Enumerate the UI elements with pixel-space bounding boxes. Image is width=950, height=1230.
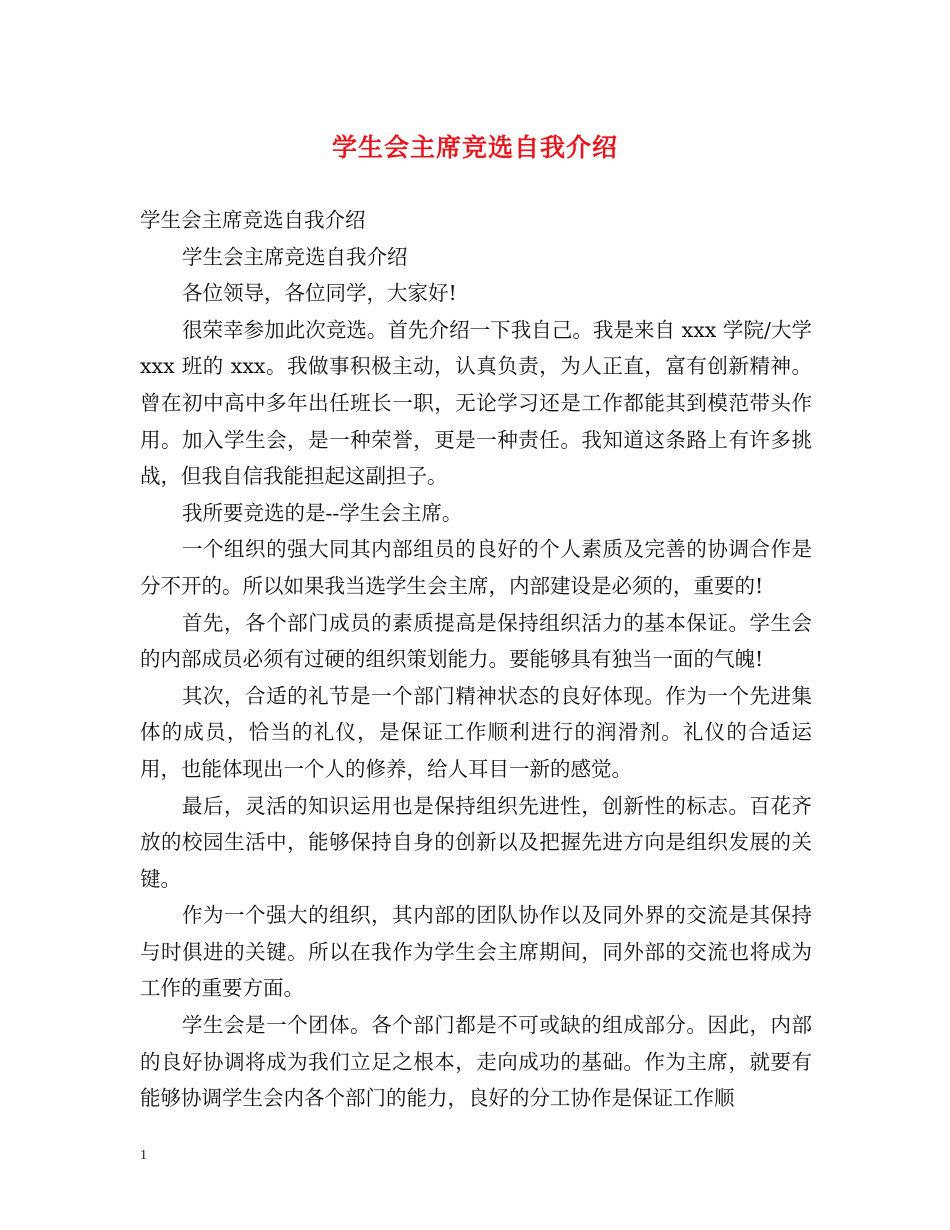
- document-body: [140, 202, 812, 1117]
- paragraph-second-point: 其次，合适的礼节是一个部门精神状态的良好体现。作为一个先进集体的成员，恰当的礼仪，是保证工作顺利进行的润滑剂。礼仪的合适运用，也能体现出一个人的修养，给人耳目一新的感觉。: [140, 683, 812, 781]
- paragraph-heading: 学生会主席竞选自我介绍: [140, 208, 366, 232]
- paragraph-greeting: 各位领导，各位同学，大家好!: [182, 281, 457, 306]
- paragraph-third-point: 最后，灵活的知识运用也是保持组织先进性，创新性的标志。百花齐放的校园生活中，能够保持自身的创新以及把握先进方向是组织发展的关键。: [140, 793, 812, 891]
- paragraph-first-point: 首先，各个部门成员的素质提高是保持组织活力的基本保证。学生会的内部成员必须有过硬的组织策划能力。要能够具有独当一面的气魄!: [140, 610, 812, 672]
- paragraph-coordination: 学生会是一个团体。各个部门都是不可或缺的组成部分。因此，内部的良好协调将成为我们立足之根本，走向成功的基础。作为主席，就要有能够协调学生会内各个部门的能力，良好的分工协作是保证工作顺: [140, 1013, 812, 1111]
- paragraph-subheading: 学生会主席竞选自我介绍: [182, 244, 408, 269]
- page-number: 1: [140, 1148, 147, 1163]
- paragraph-position: 我所要竞选的是--学生会主席。: [182, 500, 463, 525]
- paragraph-introduction: 很荣幸参加此次竞选。首先介绍一下我自己。我是来自 xxx 学院/大学 xxx 班的 xxx。我做事积极主动，认真负责，为人正直，富有创新精神。曾在初中高中多年出任班长一职，无论学习还是工作都能其到模范带头作用。加入学生会，是一种荣誉，更是一种责任。我知道这条路上有许多挑战，但我自信我能担起这副担子。: [140, 317, 812, 489]
- document-title: 学生会主席竞选自我介绍: [331, 133, 618, 162]
- paragraph-teamwork: 作为一个强大的组织，其内部的团队协作以及同外界的交流是其保持与时俱进的关键。所以在我作为学生会主席期间，同外部的交流也将成为工作的重要方面。: [140, 903, 812, 1001]
- paragraph-organization: 一个组织的强大同其内部组员的良好的个人素质及完善的协调合作是分不开的。所以如果我当选学生会主席，内部建设是必须的，重要的!: [140, 537, 812, 598]
